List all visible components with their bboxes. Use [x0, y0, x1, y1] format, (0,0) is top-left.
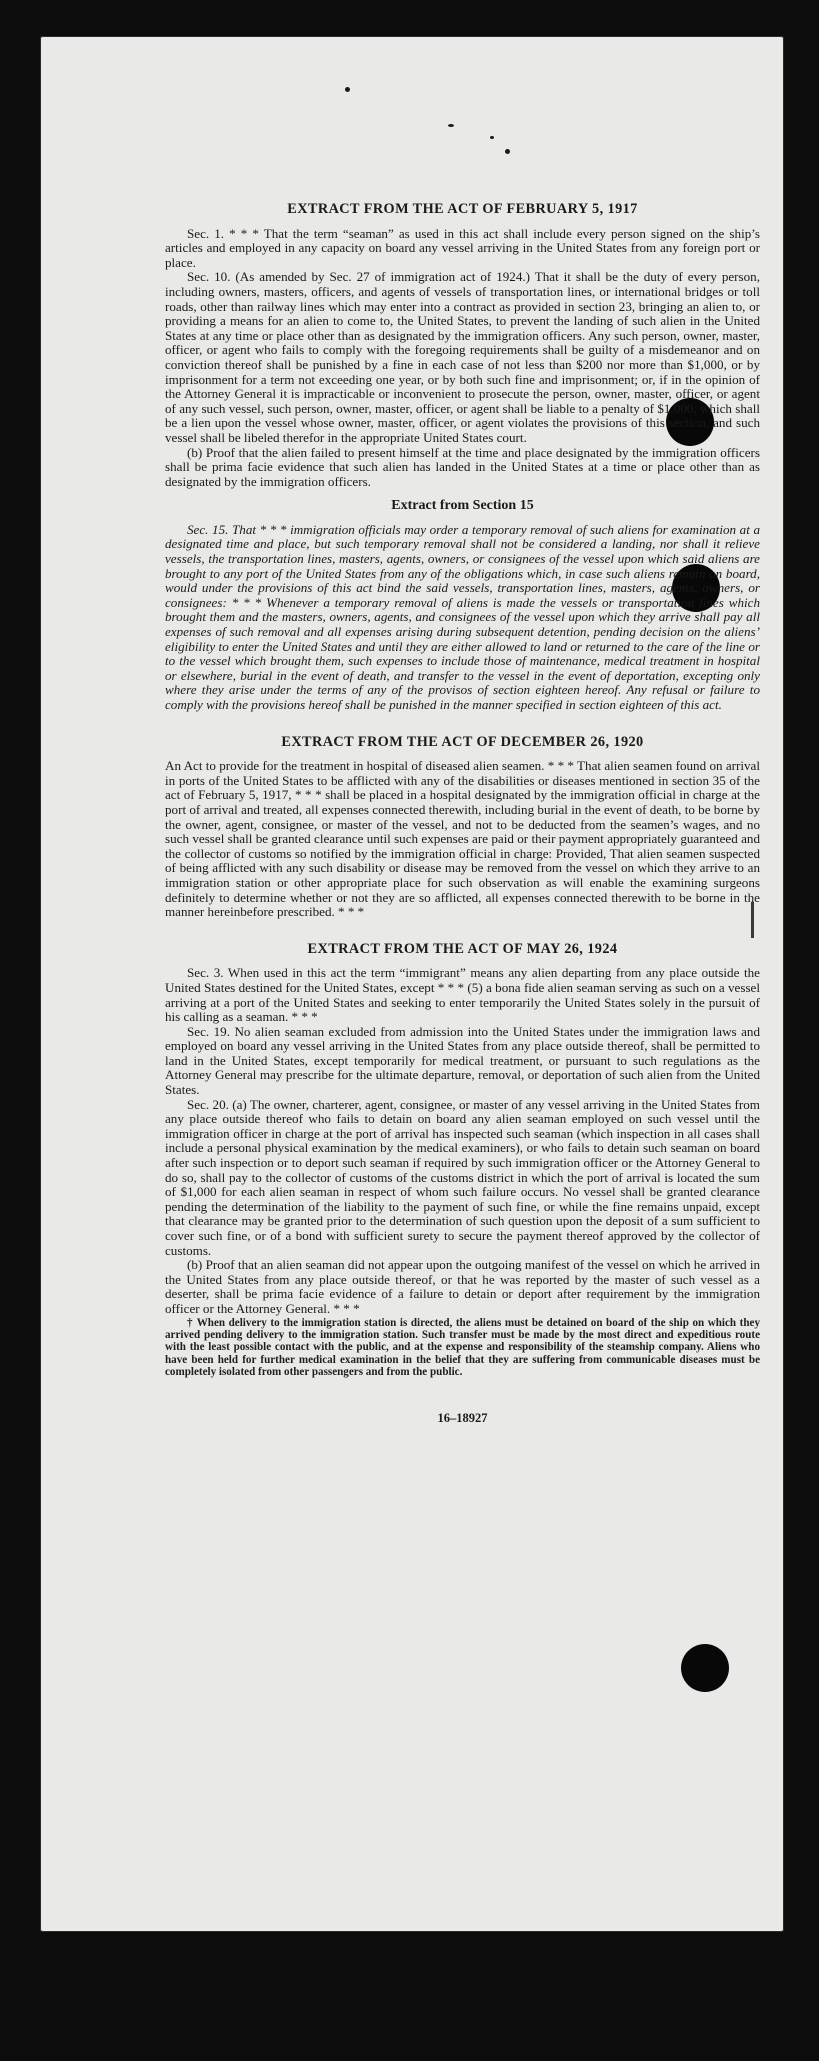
section-heading: EXTRACT FROM THE ACT OF FEBRUARY 5, 1917	[287, 201, 638, 217]
paper-speck	[490, 136, 494, 139]
document-body	[165, 198, 760, 1425]
paragraph: Sec. 15. That * * * immigration officials may order a temporary removal of such aliens for examination at a designated time and place, but such temporary removal shall not be considered a landing, nor shall it relieve vessels, the transportation lines, masters, agents, owners, or consignees of the vessel upon which said aliens are brought to any port of the United States from any of the obligations which, in case such aliens remain on board, would under the provisions of this act bind the said vessels, transportation lines, masters, agents, owners, or consignees: * * * Whenever a temporary removal of aliens is made the vessels or transportation lines which brought them and the masters, owners, agents, and consignees of the vessel upon which they arrive shall pay all expenses of such removal and all expenses arising during subsequent detention, pending decision on the aliens’ eligibility to enter the United States and until they are either allowed to land or returned to the care of the line or to the vessel which brought them, such expenses to include those of maintenance, medical treatment in hospital or elsewhere, burial in the event of death, and transfer to the vessel in the event of deportation, excepting only where they arise under the terms of any of the provisos of section eighteen hereof. Any refusal or failure to comply with the provisions hereof shall be punished in the manner specified in section eighteen of this act.	[165, 521, 760, 712]
paper-speck	[345, 87, 350, 92]
paragraph: Sec. 20. (a) The owner, charterer, agent, consignee, or master of any vessel arriving in the United States from any place outside thereof who fails to detain on board any alien seaman employed on such vessel until the immigration officer in charge at the port of arrival has inspected such seaman (which inspection in all cases shall include a personal physical examination by the medical examiners), or who fails to detain such seaman on board after such inspection or to deport such seaman if required by such immigration officer or the Attorney General to do so, shall pay to the collector of customs of the customs district in which the port of arrival is located the sum of $1,000 for each alien seaman in respect of whom such failure occurs. No vessel shall be granted clearance pending the determination of the liability to the payment of such fine, or while the fine remains unpaid, except that clearance may be granted prior to the determination of such question upon the deposit of a sum sufficient to cover such fine, or of a bond with sufficient surety to secure the payment thereof approved by the collector of customs.	[165, 1096, 760, 1258]
document-page	[40, 36, 784, 1932]
section-heading: EXTRACT FROM THE ACT OF MAY 26, 1924	[307, 940, 618, 957]
paper-speck	[505, 149, 510, 154]
paragraph: Sec. 19. No alien seaman excluded from admission into the United States under the immigration laws and employed on board any vessel arriving in the United States from any place outside thereof, shall be permitted to land in the United States, except temporarily for medical treatment, or pursuant to such regulations as the Attorney General may prescribe for the ultimate departure, removal, or deportation of such alien from the United States.	[165, 1023, 760, 1098]
footnote: † When delivery to the immigration station is directed, the aliens must be detained on board of the ship on which they arrived pending delivery to the immigration station. Such transfer must be made by the most direct and expeditious route with the least possible contact with the public, and at the expense and responsibility of the steamship company. Aliens who have been held for further medical examination in the belief that they are suffering from communicable diseases must be completely isolated from other passengers and from the public.	[165, 1316, 760, 1379]
form-number: 16–18927	[437, 1410, 488, 1425]
section-heading: EXTRACT FROM THE ACT OF DECEMBER 26, 1920	[281, 733, 644, 750]
punch-hole-3	[681, 1644, 729, 1692]
paragraph: (b) Proof that an alien seaman did not appear upon the outgoing manifest of the vessel on which he arrived in the United States from any place outside thereof, or that he was reported by the master of such vessel as a deserter, shall be prima facie evidence of a failure to detain or deport after requirement by the immigration officer or the Attorney General. * * *	[165, 1257, 760, 1316]
paper-speck	[448, 124, 454, 127]
paragraph: Sec. 10. (As amended by Sec. 27 of immigration act of 1924.) That it shall be the duty of every person, including owners, masters, officers, and agents of vessels of transportation lines, or international bridges or toll roads, other than railway lines which may enter into a contract as provided in section 23, bringing an alien to, or providing a means for an alien to come to, the United States, to prevent the landing of such alien in the United States at any time or place other than as designated by the immigration officers. Any such person, owner, master, officer, or agent who fails to comply with the foregoing requirements shall be guilty of a misdemeanor and on conviction thereof shall be punished by a fine in each case of not less than $200 nor more than $1,000, or by imprisonment for a term not exceeding one year, or by both such fine and imprisonment; or, if in the opinion of the Attorney General it is impracticable or inconvenient to prosecute the person, owner, master, officer, or agent of any such vessel, such person, owner, master, officer, or agent shall be liable to a penalty of $1,000, which shall be a lien upon the vessel whose owner, master, officer, or agent violates the provisions of this section, and such vessel shall be libeled therefor in the appropriate United States court.	[165, 269, 760, 445]
paragraph: Sec. 3. When used in this act the term “immigrant” means any alien departing from any place outside the United States destined for the United States, except * * * (5) a bona fide alien seaman serving as such on a vessel arriving at a port of the United States and seeking to enter temporarily the United States solely in the pursuit of his calling as a seaman. * * *	[165, 965, 760, 1025]
paragraph: An Act to provide for the treatment in hospital of diseased alien seamen. * * * That alien seamen found on arrival in ports of the United States to be afflicted with any of the disabilities or diseases mentioned in section 35 of the act of February 5, 1917, * * * shall be placed in a hospital designated by the immigration official in charge at the port of arrival and treated, all expenses connected therewith, including burial in the event of death, to be borne by the owner, agent, consignee, or master of the vessel, and not to be deducted from the seamen’s wages, and no such vessel shall be granted clearance until such expenses are paid or their payment appropriately guaranteed and the collector of customs so notified by the immigration official in charge: Provided, That alien seamen suspected of being afflicted with any such disability or disease may be removed from the vessel on which they arrive to an immigration station or other appropriate place for such observation as will enable the examining surgeons definitely to determine whether or not they are so afflicted, all expenses connected therewith to be borne in the manner hereinbefore prescribed. * * *	[165, 758, 760, 920]
section-subheading: Extract from Section 15	[391, 498, 534, 514]
paragraph: Sec. 1. * * * That the term “seaman” as used in this act shall include every person signed on the ship’s articles and employed in any capacity on board any vessel arriving in the United States from any foreign port or place.	[165, 225, 760, 270]
paragraph: (b) Proof that the alien failed to present himself at the time and place designated by the immigration officers shall be prima facie evidence that such alien has landed in the United States at a time or place other than as designated by the immigration officers.	[165, 444, 760, 489]
